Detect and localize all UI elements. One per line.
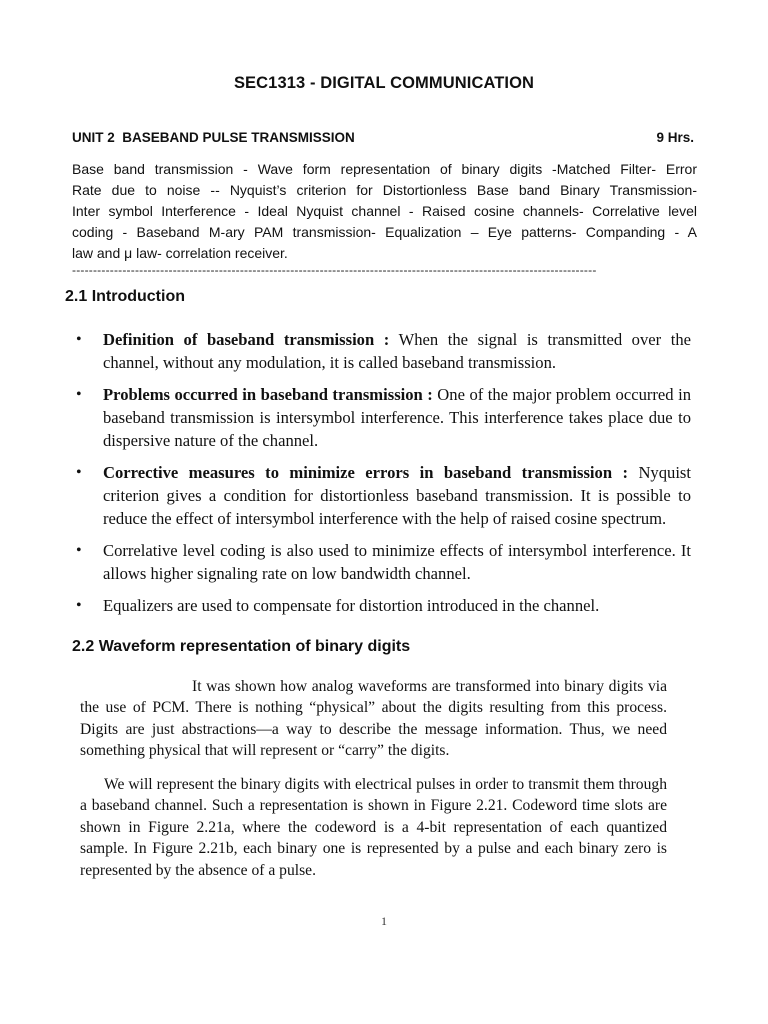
bullet-text: Nyquist criterion gives a condition for distortionless baseband transmission. It is possible to reduce the effect of intersymbol interference with the help of raised cosine spectrum. — [103, 463, 692, 528]
bullet-term: Definition of baseband transmission : — [103, 330, 390, 349]
unit-hours: 9 Hrs. — [656, 130, 694, 145]
bullet-icon: • — [76, 331, 82, 348]
unit-title: UNIT 2 BASEBAND PULSE TRANSMISSION — [72, 130, 355, 145]
bullet-text: When the signal is transmitted over the channel, without any modulation, it is called baseband transmission. — [103, 330, 692, 372]
syllabus-line: law and μ law- correlation receiver. — [72, 245, 288, 261]
unit-header — [72, 130, 694, 145]
list-item — [76, 328, 691, 374]
section-heading-waveform: 2.2 Waveform representation of binary digits — [72, 638, 411, 655]
syllabus-text — [72, 159, 697, 264]
introduction-bullet-list — [76, 328, 691, 626]
bullet-text: Correlative level coding is also used to minimize effects of intersymbol interference. It allows higher signaling rate on low bandwidth channel. — [103, 541, 691, 583]
bullet-term: Corrective measures to minimize errors in baseband transmission : — [103, 463, 629, 482]
syllabus-line: Base band transmission - Wave form representation of binary digits -Matched Filter- Error — [72, 161, 697, 177]
syllabus-line: Rate due to noise -- Nyquist’s criterion for Distortionless Base band Binary Transmission- — [72, 182, 697, 198]
list-item — [76, 383, 691, 452]
syllabus-line: Inter symbol Interference - Ideal Nyquist channel - Raised cosine channels- Correlative level — [72, 203, 697, 219]
page-number: 1 — [381, 914, 387, 928]
bullet-text: One of the major problem occurred in baseband transmission is intersymbol interference. This interference takes place due to dispersive nature of the channel. — [103, 385, 691, 450]
bullet-icon: • — [76, 597, 82, 614]
document-title: SEC1313 - DIGITAL COMMUNICATION — [233, 74, 535, 92]
waveform-paragraph-1 — [80, 676, 667, 762]
list-item — [76, 461, 691, 530]
paragraph-text: It was shown how analog waveforms are transformed into binary digits via the use of PCM. There is nothing “physical” about the digits resulting from this process. Digits are just abstractions—a way to describe the message information. Thus, we need something physical that will represent or “carry” the digits. — [80, 678, 667, 760]
bullet-icon: • — [76, 464, 82, 481]
list-item — [76, 539, 691, 585]
section-heading-introduction: 2.1 Introduction — [65, 288, 185, 305]
bullet-icon: • — [76, 386, 82, 403]
waveform-paragraph-2 — [80, 774, 667, 881]
bullet-term: Problems occurred in baseband transmission : — [103, 385, 433, 404]
paragraph-text: We will represent the binary digits with electrical pulses in order to transmit them through a baseband channel. Such a representation is shown in Figure 2.21. Codeword time slots are shown in Figure 2.21a, where the codeword is a 4-bit representation of each quantized sample. In Figure 2.21b, each binary one is represented by a pulse and each binary zero is represented by the absence of a pulse. — [80, 776, 667, 879]
list-item — [76, 594, 691, 617]
bullet-text: Equalizers are used to compensate for distortion introduced in the channel. — [103, 596, 600, 615]
syllabus-line: coding - Baseband M-ary PAM transmission- Equalization – Eye patterns- Companding - A — [72, 224, 697, 240]
section-divider: ----------------------------------------------------------------------------------------------------------------------------- — [72, 263, 597, 277]
bullet-icon: • — [76, 542, 82, 559]
